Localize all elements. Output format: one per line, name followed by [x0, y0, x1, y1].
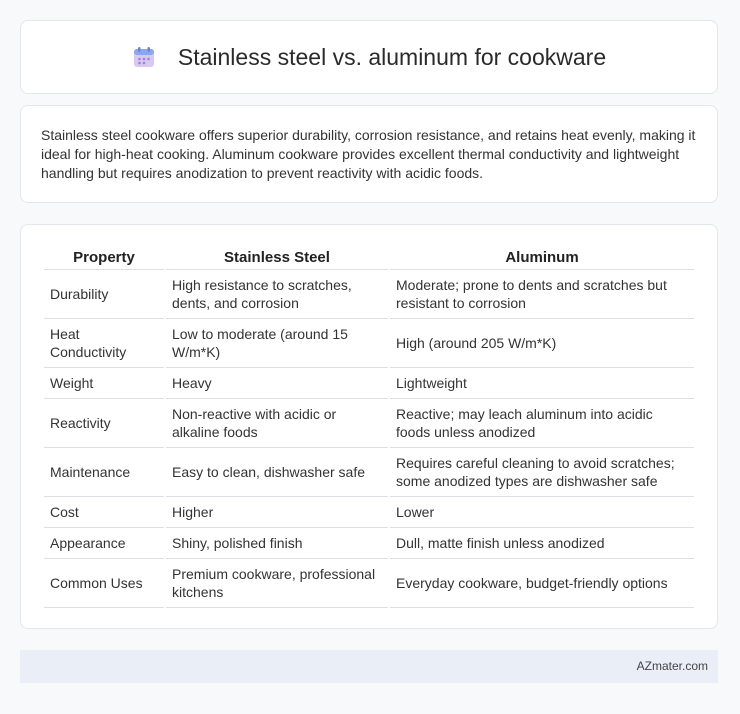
column-header-stainless-steel: Stainless Steel — [166, 245, 388, 270]
stainless-steel-cell: Higher — [166, 497, 388, 528]
aluminum-cell: Lightweight — [390, 368, 694, 399]
property-cell: Cost — [44, 497, 164, 528]
summary-text: Stainless steel cookware offers superior durability, corrosion resistance, and retains heat evenly, making it ideal for high-heat cooking. Aluminum cookware provides excellent thermal conductivity and lightweight handling but requires anodization to prevent reactivity with acidic foods. — [41, 127, 696, 181]
page-title: Stainless steel vs. aluminum for cookware — [177, 43, 607, 70]
property-cell: Durability — [44, 270, 164, 319]
table-header-row — [44, 245, 694, 270]
stainless-steel-cell: Premium cookware, professional kitchens — [166, 559, 388, 608]
table-row — [44, 497, 694, 528]
comparison-table-card — [20, 224, 718, 629]
stainless-steel-cell: Non-reactive with acidic or alkaline foods — [166, 399, 388, 448]
table-row — [44, 448, 694, 497]
summary-card — [20, 105, 718, 203]
footer — [20, 650, 718, 683]
aluminum-cell: High (around 205 W/m*K) — [390, 319, 694, 368]
stainless-steel-cell: Easy to clean, dishwasher safe — [166, 448, 388, 497]
property-cell: Maintenance — [44, 448, 164, 497]
property-cell: Heat Conductivity — [44, 319, 164, 368]
table-row — [44, 319, 694, 368]
property-cell: Common Uses — [44, 559, 164, 608]
property-cell: Reactivity — [44, 399, 164, 448]
calendar-icon — [132, 45, 156, 69]
property-cell: Appearance — [44, 528, 164, 559]
title-card — [20, 20, 718, 94]
stainless-steel-cell: Low to moderate (around 15 W/m*K) — [166, 319, 388, 368]
aluminum-cell: Dull, matte finish unless anodized — [390, 528, 694, 559]
column-header-aluminum: Aluminum — [390, 245, 694, 270]
aluminum-cell: Moderate; prone to dents and scratches but resistant to corrosion — [390, 270, 694, 319]
aluminum-cell: Everyday cookware, budget-friendly options — [390, 559, 694, 608]
column-header-property: Property — [44, 245, 164, 270]
table-row — [44, 528, 694, 559]
table-row — [44, 270, 694, 319]
stainless-steel-cell: Shiny, polished finish — [166, 528, 388, 559]
comparison-table — [42, 245, 696, 608]
stainless-steel-cell: Heavy — [166, 368, 388, 399]
aluminum-cell: Requires careful cleaning to avoid scratches; some anodized types are dishwasher safe — [390, 448, 694, 497]
table-row — [44, 399, 694, 448]
aluminum-cell: Reactive; may leach aluminum into acidic foods unless anodized — [390, 399, 694, 448]
aluminum-cell: Lower — [390, 497, 694, 528]
table-row — [44, 559, 694, 608]
property-cell: Weight — [44, 368, 164, 399]
table-row — [44, 368, 694, 399]
footer-brand: AZmater.com — [636, 659, 708, 673]
stainless-steel-cell: High resistance to scratches, dents, and corrosion — [166, 270, 388, 319]
